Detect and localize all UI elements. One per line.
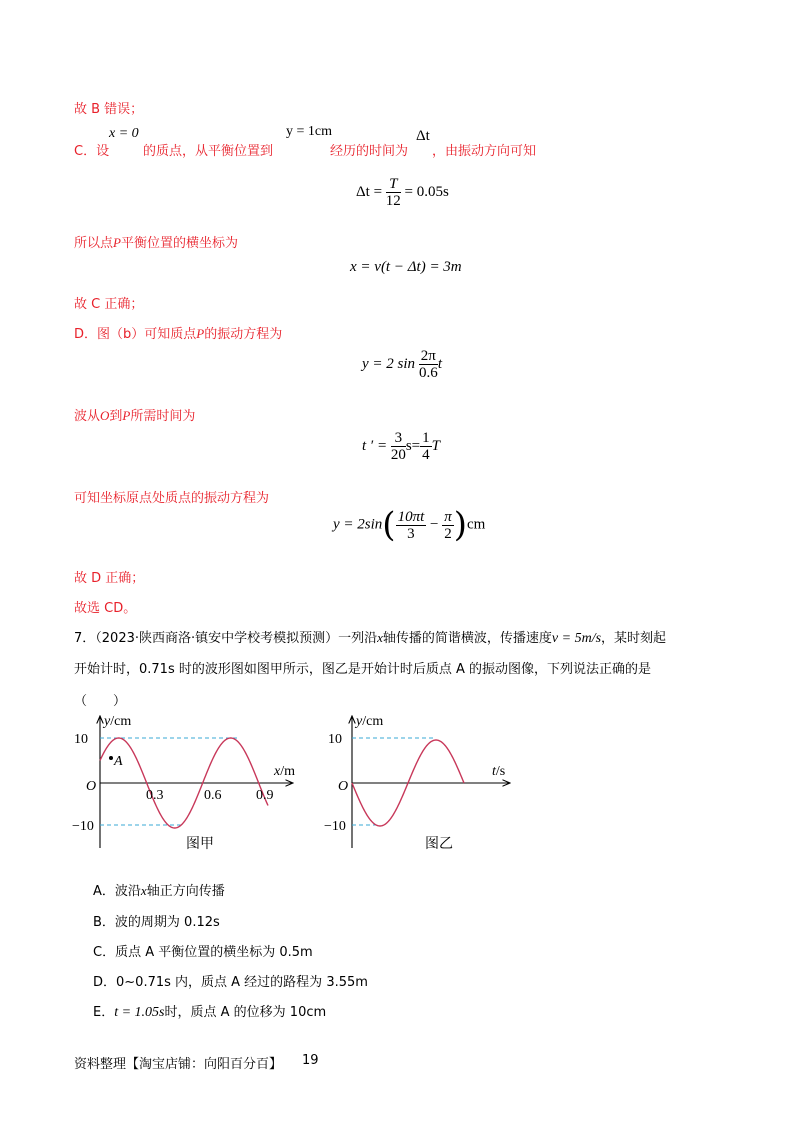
footer-text: 资料整理【淘宝店铺：向阳百分百】 (74, 1057, 283, 1072)
x-tick-0.6: 0.6 (204, 788, 222, 803)
line-origin-equation: 可知坐标原点处质点的振动方程为 (74, 491, 270, 506)
option-c: C．质点 A 平衡位置的横坐标为 0.5m (93, 945, 313, 960)
q7-line1: 7．（2023·陕西商洛·镇安中学校考模拟预测）一列沿x轴传播的简谐横波，传播速度v = 5m/s，某时刻起 (74, 630, 667, 646)
line-d-correct: 故 D 正确； (74, 571, 145, 586)
math-delta-t: Δt (416, 128, 430, 144)
equation-x-position: x = v(t − Δt) = 3m (350, 259, 462, 275)
option-b: B．波的周期为 0.12s (93, 915, 220, 930)
equation-t-prime: t ′ = $\frac{3}{20}$ s= $\frac{1}{4}$ T (362, 430, 440, 463)
option-d: D．0~0.71s 内，质点 A 经过的路程为 3.55m (93, 975, 368, 990)
equation-delta-t: Δt = $\frac{T}{12}$ = 0.05s (356, 176, 449, 209)
origin-label: O (86, 779, 97, 794)
option-e: E．t = 1.05s时，质点 A 的位移为 10cm (93, 1005, 327, 1020)
figure-a-caption: 图甲 (186, 836, 214, 852)
point-a-label: A (114, 754, 123, 769)
y-tick-bottom: −10 (324, 819, 346, 834)
y-tick-top: 10 (74, 732, 88, 747)
x-axis-label: x/m (274, 764, 295, 779)
math-x-equals-0: x = 0 (109, 126, 139, 141)
equation-p-vibration: y = 2 sin $\frac{2\pi}{0.6}$ t (362, 348, 443, 381)
line-p-position: 所以点P平衡位置的横坐标为 (74, 235, 238, 251)
line-c-mid2: 经历的时间为 (330, 144, 409, 159)
x-tick-0.9: 0.9 (256, 788, 274, 803)
line-c-correct: 故 C 正确； (74, 297, 144, 312)
origin-label: O (338, 779, 349, 794)
equation-origin-vibration: y = 2sin( $\frac{10\pi t}{3}$ − $\frac{\pi}{2}$ )cm (333, 505, 486, 545)
line-wave-time: 波从O到P所需时间为 (74, 408, 196, 424)
q7-line3: （ ） (74, 694, 127, 709)
answer-line: 故选 CD。 (74, 601, 137, 616)
line-d-prefix: D．图（b）可知质点P的振动方程为 (74, 326, 283, 342)
option-a: A．波沿x轴正方向传播 (93, 883, 225, 899)
y-tick-bottom: −10 (72, 819, 94, 834)
figure-b-caption: 图乙 (425, 836, 453, 852)
line-c-suffix: ，由振动方向可知 (432, 144, 537, 159)
line-c-prefix: C．设 (74, 144, 110, 159)
y-axis-label: y/cm (356, 714, 384, 729)
line-c-mid1: 的质点，从平衡位置到 (143, 144, 274, 159)
line-b-wrong: 故 B 错误； (74, 102, 144, 117)
y-axis-label: y/cm (104, 714, 132, 729)
point-a-dot (109, 756, 113, 760)
y-tick-top: 10 (328, 732, 342, 747)
t-axis-label: t/s (492, 764, 506, 779)
math-y-1cm: y = 1cm (286, 124, 332, 139)
x-tick-0.3: 0.3 (146, 788, 164, 803)
q7-line2: 开始计时，0.71s 时的波形图如图甲所示，图乙是开始计时后质点 A 的振动图像，下列说法正确的是 (74, 662, 652, 677)
figure-vibration-graph (318, 708, 518, 856)
page-number: 19 (302, 1053, 319, 1068)
